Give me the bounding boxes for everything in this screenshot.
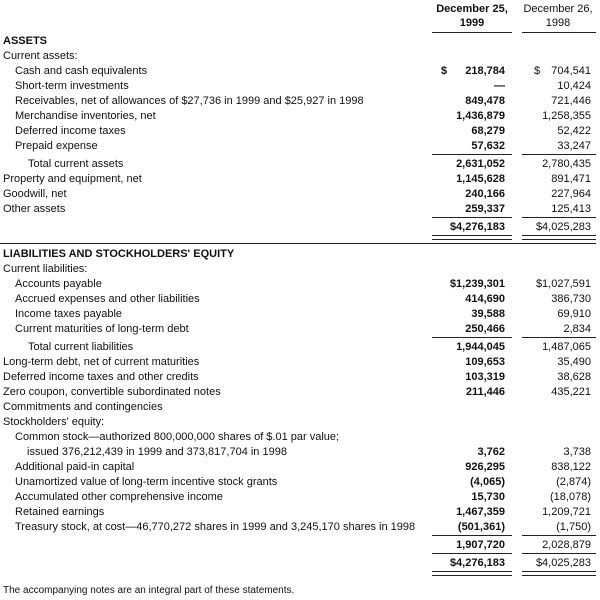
row-label: Retained earnings [15,506,105,518]
total-assets-row [0,220,600,235]
row-label: Short-term investments [15,80,129,92]
table-row [0,64,600,79]
row-label: Merchandise inventories, net [15,110,156,122]
value-1998: 1,487,065 [542,341,591,353]
value-1999: $1,239,301 [449,278,505,290]
value-1999: 15,730 [471,491,505,503]
value-1999: 1,907,720 [456,539,505,551]
row-label: Goodwill, net [3,188,67,200]
row-label: Treasury stock, at cost—46,770,272 shares in 1999 and 3,245,170 shares in 1998 [15,521,416,533]
value-1998: 704,541 [551,65,591,77]
value-1999: 109,653 [465,356,505,368]
value-1999: 2,631,052 [456,158,505,170]
currency-symbol: $ [441,65,448,77]
value-1998: 2,028,879 [542,539,591,551]
current-assets-label: Current assets: [3,50,78,62]
value-1998: 2,780,435 [542,158,591,170]
row-label: Common stock—authorized 800,000,000 shares of $.01 par value; [15,431,340,443]
total-liabilities-equity-row [0,556,600,571]
row-label: Accrued expenses and other liabilities [15,293,200,305]
row-label: Cash and cash equivalents [15,65,148,77]
value-1999: 1,944,045 [456,341,505,353]
table-row [0,520,600,535]
value-1999: 1,145,628 [456,173,505,185]
value-1999: 218,784 [465,65,505,77]
row-label: Additional paid-in capital [15,461,135,473]
value-1999: 1,467,359 [456,506,505,518]
value-1999: (501,361) [457,521,505,533]
balance-sheet [0,34,600,575]
value-1998: 1,209,721 [542,506,591,518]
footnote: The accompanying notes are an integral part of these statements. [3,585,295,596]
total-current-assets-row [0,157,600,172]
value-1999: — [494,80,505,92]
row-label: Zero coupon, convertible subordinated notes [3,386,221,398]
table-row [0,202,600,217]
table-row [0,430,600,445]
table-row [0,400,600,415]
value-1999: (4,065) [470,476,505,488]
table-row [0,139,600,154]
value-1998: 435,221 [551,386,591,398]
column-header-1998-date: December 26, [523,3,593,15]
row-label: Commitments and contingencies [3,401,163,413]
value-1998: (18,078) [550,491,591,503]
value-1998: 125,413 [551,203,591,215]
section-divider [0,243,596,244]
column-header-1999-year: 1999 [459,17,485,29]
assets-section-title [0,34,600,49]
row-label: Unamortized value of long-term incentive stock grants [15,476,278,488]
stockholders-equity-label-row [0,415,600,430]
value-1998: 3,738 [563,446,591,458]
value-1999: $4,276,183 [449,557,505,569]
value-1998: (1,750) [556,521,591,533]
table-row [0,460,600,475]
row-label: issued 376,212,439 in 1999 and 373,817,704 in 1998 [27,446,287,458]
current-liabilities-label: Current liabilities: [3,263,88,275]
row-label: Deferred income taxes [15,125,126,137]
value-1999: 68,279 [471,125,505,137]
value-1998: 386,730 [551,293,591,305]
value-1998: 52,422 [557,125,591,137]
table-row [0,445,600,460]
value-1998: 227,964 [551,188,591,200]
table-row [0,370,600,385]
value-1999: 240,166 [465,188,505,200]
table-row [0,490,600,505]
table-row [0,187,600,202]
row-label: Current maturities of long-term debt [15,323,189,335]
table-row [0,307,600,322]
value-1999: 259,337 [465,203,505,215]
value-1999: 250,466 [465,323,505,335]
table-row [0,475,600,490]
value-1998: 2,834 [563,323,591,335]
value-1998: $1,027,591 [535,278,591,290]
table-row [0,109,600,124]
value-1999: 103,319 [465,371,505,383]
value-1998: 10,424 [557,80,591,92]
row-label: Total current liabilities [28,341,134,353]
value-1998: 69,910 [557,308,591,320]
table-row [0,277,600,292]
double-rule [0,571,600,575]
value-1998: 838,122 [551,461,591,473]
assets-title: ASSETS [3,35,48,47]
table-row [0,355,600,370]
value-1998: 721,446 [551,95,591,107]
row-label: Accumulated other comprehensive income [15,491,223,503]
row-label: Deferred income taxes and other credits [3,371,199,383]
row-label: Income taxes payable [15,308,123,320]
table-row [0,79,600,94]
column-headers [0,2,600,32]
current-assets-label-row [0,49,600,64]
row-label: Long-term debt, net of current maturities [3,356,200,368]
value-1999: 3,762 [477,446,505,458]
value-1999: 1,436,879 [456,110,505,122]
row-label: Other assets [3,203,66,215]
column-header-1998 [520,2,596,30]
value-1998: 35,490 [557,356,591,368]
row-label: Total current assets [28,158,124,170]
header-underline-1999 [432,32,512,33]
table-row [0,505,600,520]
table-row [0,124,600,139]
column-header-1998-year: 1998 [545,17,571,29]
current-liabilities-label-row [0,262,600,277]
value-1999: $4,276,183 [449,221,505,233]
value-1999: 849,478 [465,95,505,107]
liabilities-title: LIABILITIES AND STOCKHOLDERS' EQUITY [3,248,235,260]
value-1998: $4,025,283 [535,221,591,233]
header-underline-1998 [522,32,596,33]
value-1999: 414,690 [465,293,505,305]
row-label: Accounts payable [15,278,102,290]
value-1998: 1,258,355 [542,110,591,122]
value-1998: 33,247 [557,140,591,152]
table-row [0,292,600,307]
value-1998: 891,471 [551,173,591,185]
value-1999: 39,588 [471,308,505,320]
currency-symbol: $ [534,65,541,77]
table-row [0,385,600,400]
value-1998: $4,025,283 [535,557,591,569]
row-label: Receivables, net of allowances of $27,736 in 1999 and $25,927 in 1998 [15,95,364,107]
double-rule [0,235,600,239]
equity-total-row [0,538,600,553]
liabilities-section-title [0,247,600,262]
row-label: Property and equipment, net [3,173,142,185]
table-row [0,172,600,187]
total-current-liabilities-row [0,340,600,355]
value-1999: 57,632 [471,140,505,152]
value-1999: 926,295 [465,461,505,473]
value-1998: (2,874) [556,476,591,488]
value-1998: 38,628 [557,371,591,383]
value-1999: 211,446 [465,386,505,398]
column-header-1999-date: December 25, [436,3,508,15]
stockholders-equity-label: Stockholders' equity: [3,416,105,428]
table-row [0,94,600,109]
column-header-1999 [430,2,514,30]
table-row [0,322,600,337]
row-label: Prepaid expense [15,140,98,152]
